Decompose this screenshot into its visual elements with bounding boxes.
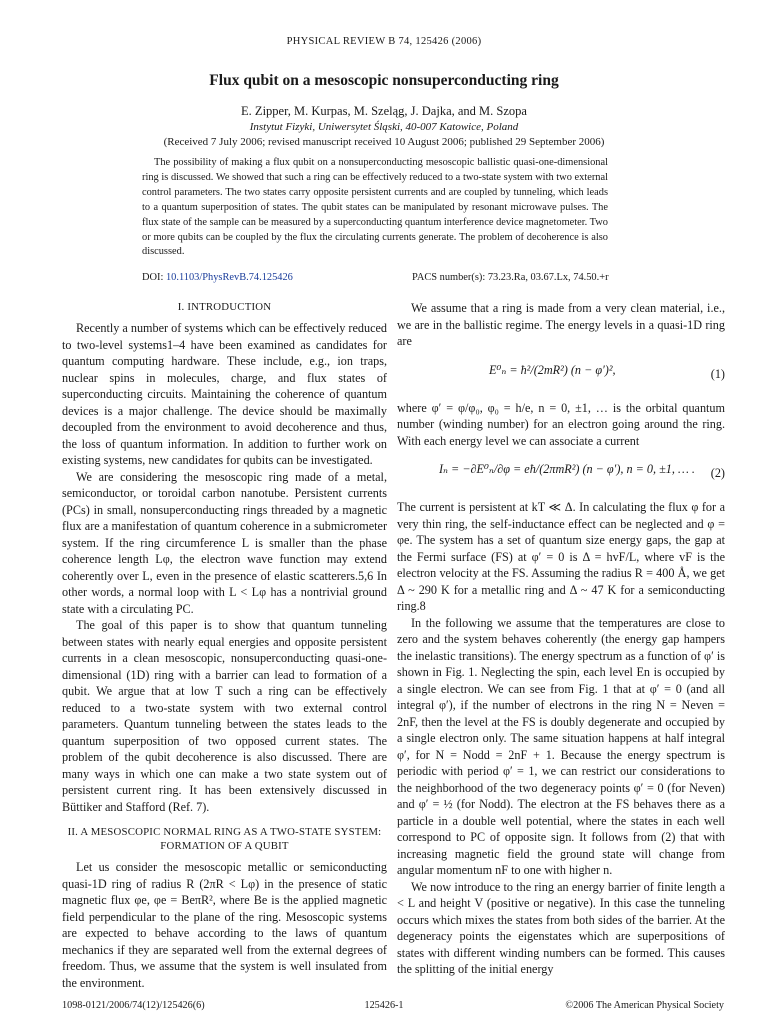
- right-column: [397, 300, 725, 978]
- journal-header: PHYSICAL REVIEW B 74, 125426 (2006): [286, 36, 482, 47]
- paragraph: The current is persistent at kT ≪ Δ. In calculating the flux φ for a very thin ring, the self-inductance effect can be neglected and φ = φe. The system has a set of quantum size energy gaps, the gap at the Fermi surface (FS) at φ′ = 0 is Δ = hvF/L, where vF is the electron velocity at the FS. Assuming the radius R = 400 Å, we get Δ ~ 290 K for a metallic ring and Δ ~ 47 K for a semiconducting ring.8: [397, 500, 725, 613]
- paragraph: where φ′ = φ/φ₀, φ₀ = h/e, n = 0, ±1, … is the orbital quantum number (winding number) for an electron going around the ring. With each energy level we can associate a current: [397, 400, 725, 448]
- doi-line: [142, 272, 293, 283]
- pacs-numbers: PACS number(s): 73.23.Ra, 03.67.Lx, 74.50.+r: [412, 272, 609, 283]
- doi-link[interactable]: 10.1103/PhysRevB.74.125426: [165, 272, 293, 283]
- paragraph: In the following we assume that the temperatures are close to zero and the system behaves coherently (the energy gap hampers the inelastic transitions). The energy spectrum as a function of φ′ is shown in Fig. 1. Neglecting the spin, each level En is occupied by a single electron. We can see from Fig. 1 that at φ′ = 0 (and all integral φ′), if the number of electrons in the ring N = Neven = 2nF, then the level at the FS is doubly degenerate and occupied by a single electron only. The same situation happens at half integral φ′, for N = Nodd = 2nF + 1. Because the energy spectrum is periodic with period φ′ = 1, we can restrict our considerations to the neighborhood of the two degeneracy points φ′ = 0 (for Neven) and φ′ = ½ (for Nodd). The electron at the FS behaves there as a particle in a double well potential, where the states in each well correspond to PC of opposite sign. It follows from (2) that with increasing magnetic field the ground state will change from angular momentum nF to one with higher n.: [397, 615, 725, 877]
- received-dates: (Received 7 July 2006; revised manuscript received 10 August 2006; published 29 September 2006): [163, 136, 605, 148]
- equation-2-formula: Iₙ = −∂E⁰ₙ/∂φ = eħ/(2πmR²) (n − φ′), n = 0, ±1, … .: [439, 462, 695, 476]
- left-column: [62, 300, 387, 991]
- footer-page-number: 125426-1: [364, 1000, 404, 1011]
- equation-1-formula: E⁰ₙ = ħ²/(2mR²) (n − φ′)²,: [489, 362, 616, 377]
- section-two-heading: II. A MESOSCOPIC NORMAL RING AS A TWO-STATE SYSTEM: FORMATION OF A QUBIT: [67, 826, 382, 852]
- equation-2-number: (2): [710, 466, 725, 480]
- affiliation: Instytut Fizyki, Uniwersytet Śląski, 40-007 Katowice, Poland: [249, 121, 519, 133]
- footer-copyright: ©2006 The American Physical Society: [565, 1000, 724, 1011]
- paragraph: We are considering the mesoscopic ring made of a metal, semiconductor, or toroidal carbon nanotube. Persistent currents (PCs) in small, nonsuperconducting rings threaded by a magnetic flux are a manifestation of quantum coherence in a submicrometer system. If the ring circumference L is smaller than the phase coherence length Lφ, the electron wave function may extend coherently over L, even in the presence of elastic scatterers.5,6 In other words, a normal loop with L < Lφ has a nontrivial ground state with a circulating PC.: [62, 469, 387, 616]
- paper-title: Flux qubit on a mesoscopic nonsuperconducting ring: [209, 72, 559, 89]
- equation-1-number: (1): [710, 366, 725, 381]
- abstract: The possibility of making a flux qubit on a nonsuperconducting mesoscopic ballistic quasi-one-dimensional ring is discussed. We showed that such a ring can be effectively reduced to a two-state system with two external control parameters. The two states carry opposite persistent currents and are coupled by tunneling, which leads to a quantum superposition of states. The qubit states can be manipulated by resonant microwave pulses. The flux state of the sample can be measured by a superconducting quantum interference device magnetometer. Two or more qubits can be coupled by the flux the circulating currents generate. The problem of decoherence is also discussed.: [142, 157, 608, 258]
- paragraph: Recently a number of systems which can be effectively reduced to two-level systems1–4 have been examined as candidates for quantum computing hardware. These include, e.g., ion traps, nuclear spins in molecules, charge, and flux states of superconducting circuits. Maintaining the coherence of quantum devices is a major challenge. The device should be maximally decoupled from the environment to avoid decoherence and thus, the loss of quantum information. In addition to further work on existing systems, new candidates for qubits can be investigated.: [62, 321, 387, 467]
- section-introduction-heading: I. INTRODUCTION: [177, 301, 272, 313]
- paragraph: We assume that a ring is made from a very clean material, i.e., we are in the ballistic regime. The energy levels in a quasi-1D ring are: [397, 301, 725, 348]
- doi-label: DOI:: [142, 272, 164, 283]
- paragraph: Let us consider the mesoscopic metallic or semiconducting quasi-1D ring of radius R (2πR < Lφ) in the presence of static magnetic flux φe, φe = BeπR², where Be is the applied magnetic field perpendicular to the plane of the ring. Mesoscopic systems are expected to behave according to the laws of quantum mechanics if they are separated well from the external degrees of freedom. Thus, we assume that the system is well insulated from the environment.: [62, 860, 387, 990]
- author-list: E. Zipper, M. Kurpas, M. Szeląg, J. Dajka, and M. Szopa: [241, 104, 527, 118]
- paragraph: We now introduce to the ring an energy barrier of finite length a < L and height V (positive or negative). In this case the tunneling occurs which mixes the states from both sides of the barrier. At the degeneracy points the eigenstates which are superpositions of states with different winding numbers can be formed. This causes the splitting of the initial energy: [397, 879, 725, 976]
- equation-1: [397, 356, 725, 392]
- footer-code: 1098-0121/2006/74(12)/125426(6): [62, 1000, 205, 1011]
- equation-2: [397, 455, 725, 491]
- paragraph: The goal of this paper is to show that quantum tunneling between states with nearly equal energies and opposite persistent currents in a clean mesoscopic, nonsuperconducting quasi-one-dimensional (1D) ring with a barrier can lead to formation of a qubit. We argue that at low T such a ring can be effectively reduced to a two-state system with two external control parameters. Quantum tunneling between the states leads to the quantum superposition of two opposed current states. The problem of the qubit decoherence is also discussed. There are many ways in which one can make a two state system out of persistent current ring. It has been extensively discussed in Büttiker and Stafford (Ref. 7).: [62, 618, 387, 814]
